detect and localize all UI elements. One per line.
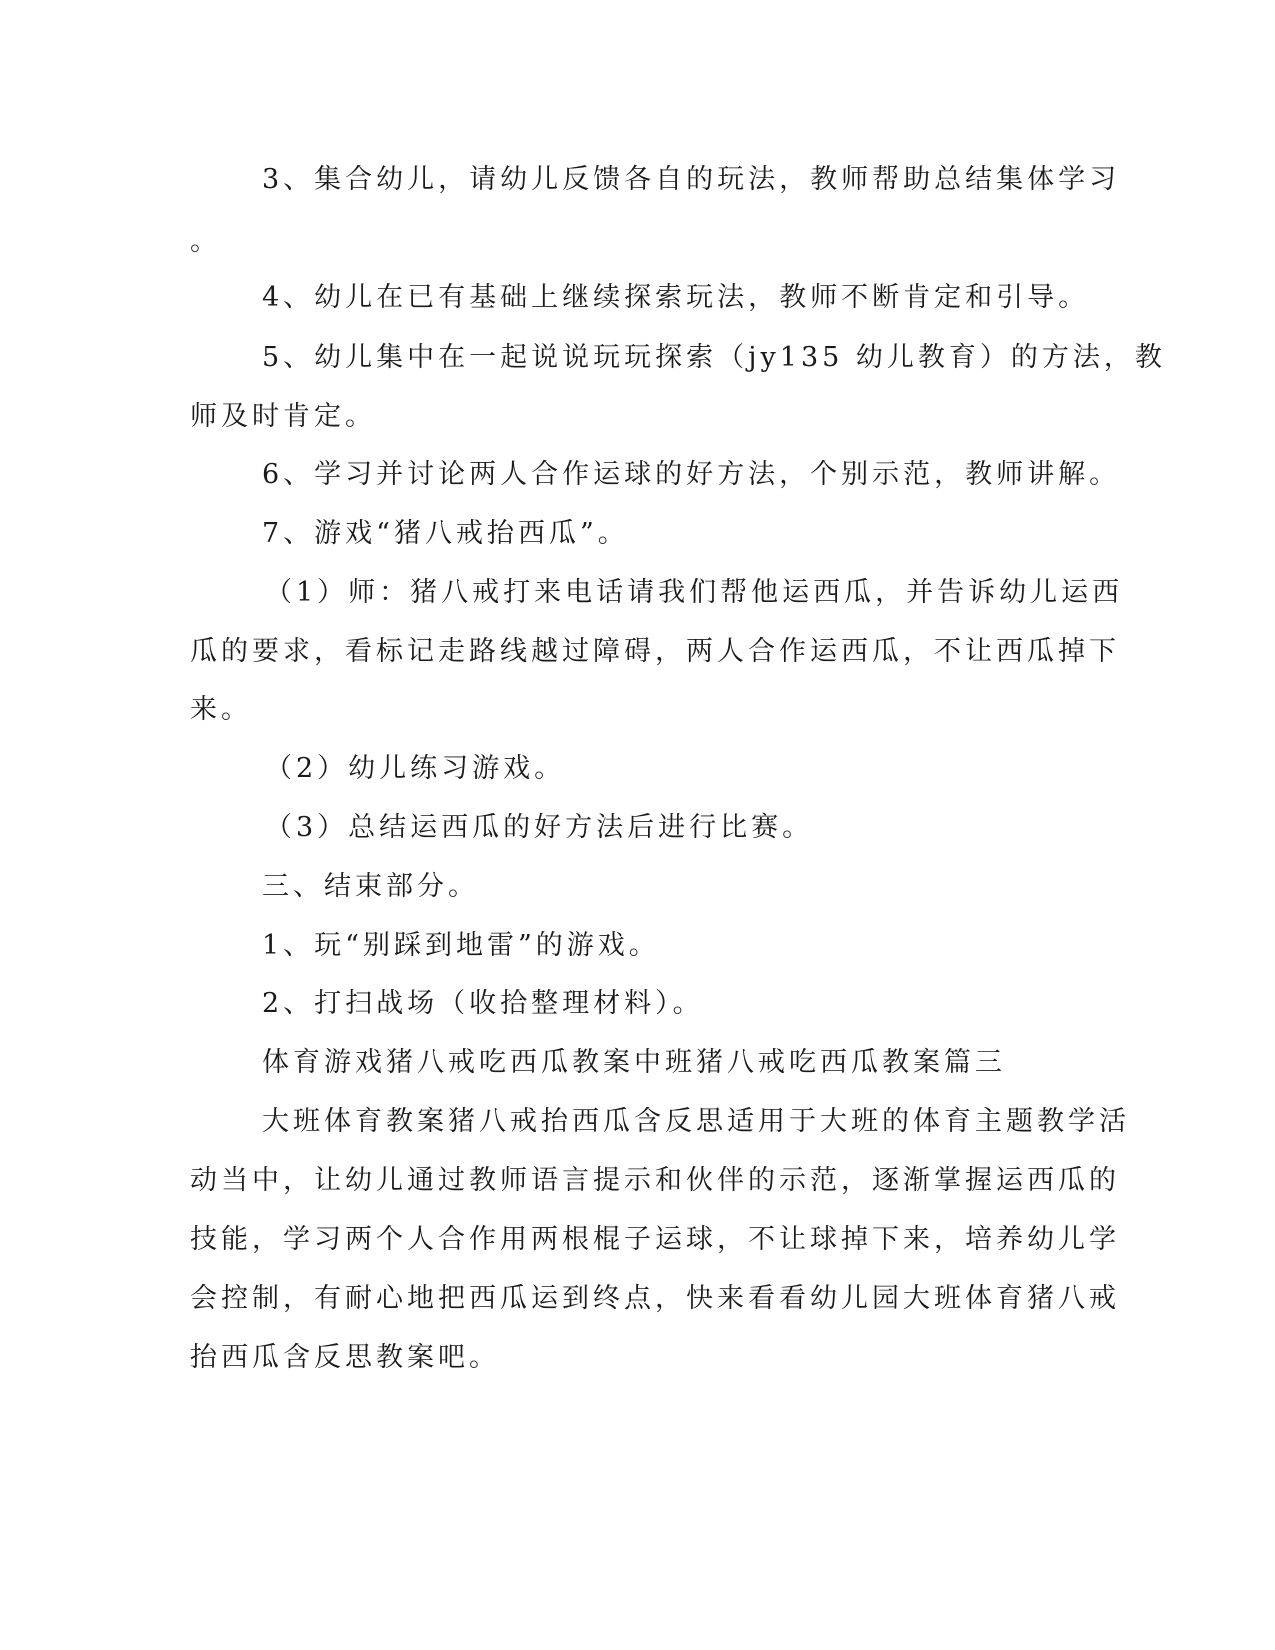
paragraph-substep-3: （3）总结运西瓜的好方法后进行比赛。 [265,812,814,843]
paragraph-intro-line-1: 大班体育教案猪八戒抬西瓜含反思适用于大班的体育主题教学活 [262,1106,1130,1137]
paragraph-intro-line-3: 技能，学习两个人合作用两根棍子运球，不让球掉下来，培养幼儿学 [190,1224,1120,1255]
paragraph-step-3-continued: 。 [190,226,221,257]
paragraph-step-5: 5、幼儿集中在一起说说玩玩探索（jy135 幼儿教育）的方法，教 [262,342,1166,373]
paragraph-step-5-continued: 师及时肯定。 [190,401,376,432]
paragraph-substep-2: （2）幼儿练习游戏。 [265,753,566,784]
section-heading-ending: 三、结束部分。 [262,871,479,902]
paragraph-step-4: 4、幼儿在已有基础上继续探索玩法，教师不断肯定和引导。 [262,282,1090,313]
section-title-part-three: 体育游戏猪八戒吃西瓜教案中班猪八戒吃西瓜教案篇三 [262,1047,1006,1078]
paragraph-ending-step-1: 1、玩“别踩到地雷”的游戏。 [262,930,660,961]
paragraph-substep-1-line-2: 瓜的要求，看标记走路线越过障碍，两人合作运西瓜，不让西瓜掉下 [190,636,1120,667]
paragraph-ending-step-2: 2、打扫战场（收拾整理材料）。 [262,988,704,1019]
paragraph-intro-line-2: 动当中，让幼儿通过教师语言提示和伙伴的示范，逐渐掌握运西瓜的 [190,1165,1120,1196]
paragraph-intro-line-4: 会控制，有耐心地把西瓜运到终点，快来看看幼儿园大班体育猪八戒 [190,1283,1120,1314]
paragraph-step-7: 7、游戏“猪八戒抬西瓜”。 [262,518,629,549]
paragraph-step-3: 3、集合幼儿，请幼儿反馈各自的玩法，教师帮助总结集体学习 [262,164,1121,195]
paragraph-substep-1: （1）师：猪八戒打来电话请我们帮他运西瓜，并告诉幼儿运西 [265,577,1124,608]
paragraph-step-6: 6、学习并讨论两人合作运球的好方法，个别示范，教师讲解。 [262,459,1121,490]
paragraph-substep-1-line-3: 来。 [190,694,252,725]
paragraph-intro-line-5: 抬西瓜含反思教案吧。 [190,1342,500,1373]
